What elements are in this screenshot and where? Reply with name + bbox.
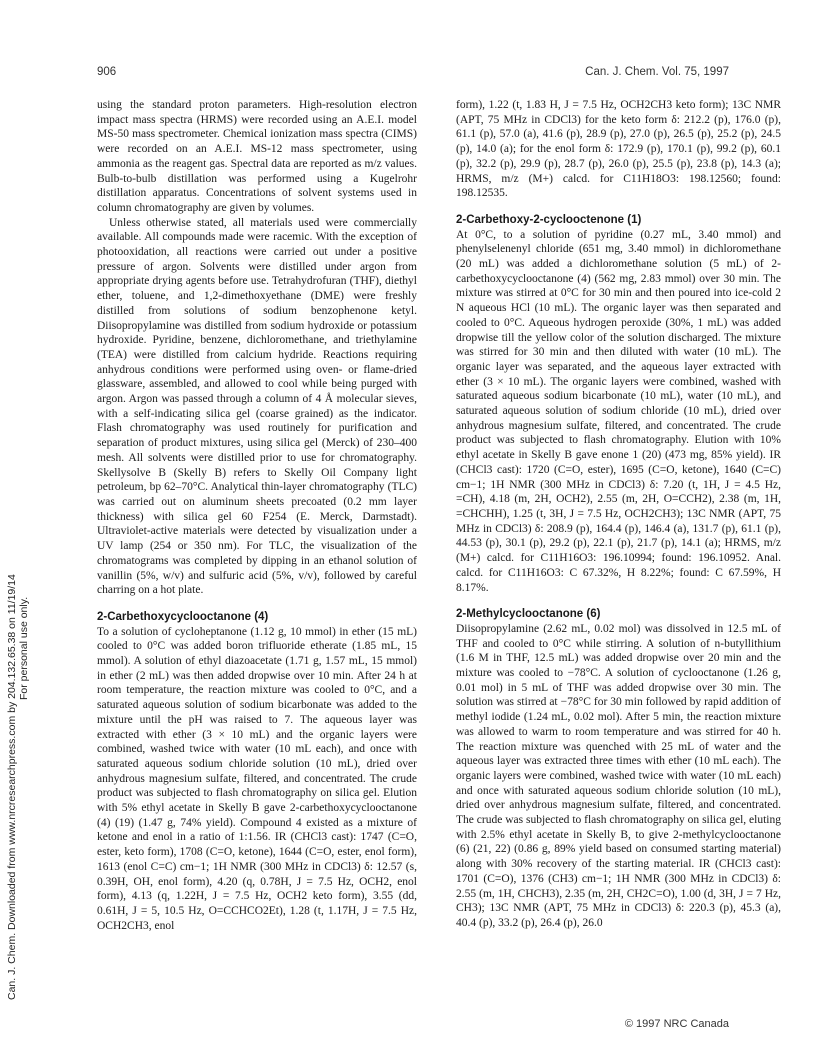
copyright-footer: © 1997 NRC Canada — [624, 1018, 729, 1030]
watermark-line-1: Can. J. Chem. Downloaded from www.nrcresearchpress.com by 204.132.65.38 on 11/19/14 — [6, 574, 18, 1000]
left-column — [97, 98, 417, 933]
paragraph-compound-6: Diisopropylamine (2.62 mL, 0.02 mol) was dissolved in 12.5 mL of THF and cooled to 0°C while stirring. A solution of n-butyllithium (1.6 M in THF, 12.5 mL) was added dropwise over 20 min and the mixture was cooled to −78°C. A solution of cyclooctanone (1.26 g, 0.01 mol) in 5 mL of THF was added dropwise over 30 min. The solution was stirred at −78°C for 30 min followed by rapid addition of methyl iodide (1.24 mL, 0.02 mol). After 5 min, the reaction mixture was allowed to warm to room temperature and was stirred for 40 h. The reaction mixture was quenched with 25 mL of water and the aqueous layer was extracted three times with ether (10 mL each). The organic layers were combined, washed twice with water (10 mL each) and once with saturated aqueous sodium chloride solution (10 mL), dried over anhydrous magnesium sulfate, filtered, and concentrated. The crude was subjected to flash chromatography on silica gel, eluting with 2.5% ethyl acetate in Skelly B, to give 2-methylcyclooctanone (6) (21, 22) (0.86 g, 89% yield based on consumed starting material) along with 30% recovery of the starting material. IR (CHCl3 cast): 1701 (C=O), 1376 (CH3) cm−1; 1H NMR (300 MHz in CDCl3) δ: 2.55 (m, 1H, CHCH3), 2.35 (m, 2H, CH2C=O), 1.00 (d, 3H, J = 7 Hz, CH3); 13C NMR (APT, 75 MHz in CDCl3) δ: 220.3 (p), 45.3 (a), 40.4 (p), 33.2 (p), 26.4 (p), 26.0 — [456, 622, 781, 929]
paragraph-compound-4: To a solution of cycloheptanone (1.12 g, 10 mmol) in ether (15 mL) cooled to 0°C was added boron trifluoride etherate (1.85 mL, 15 mmol). A solution of ethyl diazoacetate (1.71 g, 1.57 mL, 15 mmol) in ether (2 mL) was then added dropwise over 10 min. After 24 h at room temperature, the reaction mixture was cooled to 0°C, and a saturated aqueous solution of sodium bicarbonate was added to the mixture until the pH was raised to 7. The aqueous layer was extracted with ether (3 × 10 mL) and the organic layers were combined, washed twice with water (10 mL each), and once with saturated aqueous sodium chloride solution (10 mL), dried over anhydrous magnesium sulfate, filtered, and concentrated. The crude product was subjected to flash chromatography on silica gel. Elution with 5% ethyl acetate in Skelly B gave 2-carbethoxycyclooctanone (4) (19) (1.47 g, 74% yield). Compound 4 existed as a mixture of ketone and enol in a ratio of 1:1.56. IR (CHCl3 cast): 1747 (C=O, ester, keto form), 1708 (C=O, ketone), 1644 (C=O, ester, enol form), 1613 (enol C=C) cm−1; 1H NMR (300 MHz in CDCl3) δ: 12.57 (s, 0.39H, OH, enol form), 4.20 (q, 0.78H, J = 7.5 Hz, OCH2, enol form), 4.13 (q, 1.22H, J = 7.5 Hz, OCH2 keto form), 3.55 (dd, 0.61H, J = 5, 10.5 Hz, O=CCHCO2Et), 1.28 (t, 1.17H, J = 7.5 Hz, OCH2CH3, enol — [97, 625, 417, 932]
download-watermark — [6, 240, 30, 1000]
paragraph-compound-1: At 0°C, to a solution of pyridine (0.27 mL, 3.40 mmol) and phenylselenenyl chloride (651 mg, 3.40 mmol) in dichloromethane (20 mL) was added a dichloromethane solution (5 mL) of 2-carbethoxycyclooctanone (4) (562 mg, 2.83 mmol) over 30 min. The mixture was stirred at 0°C for 30 min and then poured into ice-cold 2 N aqueous HCl (10 mL). The organic layer was then separated and cooled to 0°C. Aqueous hydrogen peroxide (30%, 1 mL) was added dropwise till the yellow color of the solution discharged. The mixture was stirred for 30 min and then diluted with water (10 mL). The organic layer was separated, and the aqueous layer extracted with ether (3 × 10 mL). The organic layers were combined, washed with saturated aqueous sodium bicarbonate (10 mL), water (10 mL), and saturated aqueous solution of sodium chloride (10 mL), dried over anhydrous magnesium sulfate, filtered, and concentrated. The crude product was subjected to flash chromatography. Elution with 10% ethyl acetate in Skelly B gave enone 1 (20) (473 mg, 85% yield). IR (CHCl3 cast): 1720 (C=O, ester), 1695 (C=O, ketone), 1640 (C=C) cm−1; 1H NMR (300 MHz in CDCl3) δ: 7.20 (t, 1H, J = 4.5 Hz, =CH), 4.18 (m, 2H, OCH2), 2.55 (m, 2H, O=CCH2), 2.38 (m, 1H, =CHCHH), 1.25 (t, 3H, J = 7.5 Hz, OCH2CH3); 13C NMR (APT, 75 MHz in CDCl3) δ: 208.9 (p), 164.4 (p), 146.4 (a), 131.7 (p), 61.1 (p), 44.53 (p), 30.1 (p), 29.2 (p), 22.1 (p), 21.7 (p), 14.1 (a); HRMS, m/z (M+) calcd. for C11H16O3: 196.10994; found: 196.10952. Anal. calcd. for C11H16O3: C 67.32%, H 8.22%; found: C 67.59%, H 8.17%. — [456, 228, 781, 594]
right-column — [456, 98, 781, 931]
paragraph-instruments: using the standard proton parameters. High-resolution electron impact mass spectra (HRMS) were recorded using an A.E.I. model MS-50 mass spectrometer. Chemical ionization mass spectra (CIMS) were recorded on an A.E.I. MS-12 mass spectrometer, using ammonia as the reagent gas. Spectral data are reported as m/z values. Bulb-to-bulb distillation was performed using a Kugelrohr distillation apparatus. Concentrations of solvent systems used in column chromatography are given by volumes. — [97, 99, 417, 214]
paragraph-materials: Unless otherwise stated, all materials used were commercially available. All compounds made were racemic. With the exception of photooxidation, all reactions were carried out under a positive pressure of argon. Solvents were distilled under argon from appropriate drying agents before use. Tetrahydrofuran (THF), diethyl ether, toluene, and 1,2-dimethoxyethane (DME) were freshly distilled from solutions of sodium benzophenone ketyl. Diisopropylamine was distilled from sodium hydroxide or potassium hydroxide. Pyridine, benzene, dichloromethane, and triethylamine (TEA) were distilled from calcium hydride. Reactions requiring anhydrous conditions were performed using oven- or flame-dried glassware, assembled, and allowed to cool while being purged with argon. Argon was passed through a column of 4 Å molecular sieves, with a self-indicating silica gel (coarse grained) as the indicator. Flash chromatography was used routinely for purification and separation of product mixtures, using silica gel (Merck) of 230–400 mesh. All solvents were distilled prior to use for chromatography. Skellysolve B (Skelly B) refers to Skelly Oil Company light petroleum, bp 62–70°C. Analytical thin-layer chromatography (TLC) was carried out on aluminum sheets precoated (0.2 mm layer thickness) with silica gel 60 F254 (E. Merck, Darmstadt). Ultraviolet-active materials were detected by visualization under a UV lamp (254 or 350 nm). For TLC, the visualization of the chromatograms was completed by dipping in an ethanol solution of vanillin (5%, w/v) and sulfuric acid (5%, v/v), followed by careful charring on a hot plate. — [97, 216, 417, 597]
section-heading-compound-4: 2-Carbethoxycyclooctanone (4) — [97, 610, 269, 623]
page-number: 906 — [97, 66, 117, 78]
watermark-line-2: For personal use only. — [18, 596, 30, 700]
section-heading-compound-1: 2-Carbethoxy-2-cyclooctenone (1) — [456, 213, 642, 226]
section-heading-compound-6: 2-Methylcyclooctanone (6) — [456, 608, 601, 621]
journal-citation: Can. J. Chem. Vol. 75, 1997 — [585, 66, 729, 78]
paragraph-compound-4-cont: form), 1.22 (t, 1.83 H, J = 7.5 Hz, OCH2CH3 keto form); 13C NMR (APT, 75 MHz in CDCl3) for the keto form δ: 212.2 (p), 176.0 (p), 61.1 (p), 57.0 (a), 41.6 (p), 28.9 (p), 27.0 (p), 26.5 (p), 25.2 (p), 24.5 (p), 14.0 (a); for the enol form δ: 172.9 (p), 170.1 (p), 99.2 (p), 60.1 (p), 32.2 (p), 29.9 (p), 28.7 (p), 26.0 (p), 25.5 (p), 23.8 (p), 14.3 (a); HRMS, m/z (M+) calcd. for C11H18O3: 198.12560; found: 198.12535. — [456, 99, 781, 200]
